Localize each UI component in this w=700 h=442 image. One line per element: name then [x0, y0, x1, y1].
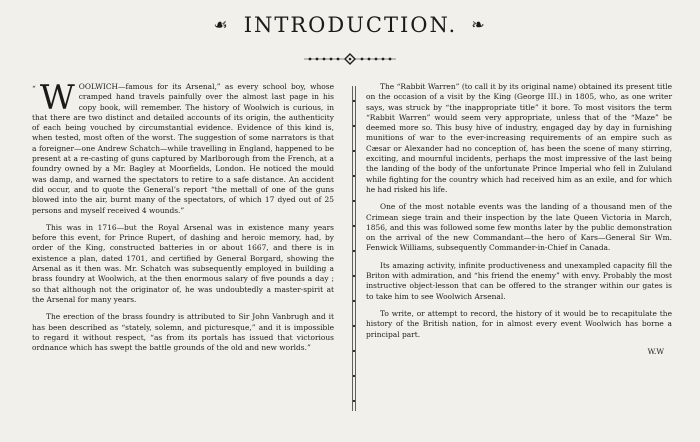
right-column — [366, 82, 672, 357]
intro-paragraph-text: OOLWICH—famous for its Arsenal,” as every school boy, whose cramped hand travels painfully over the almost last page in his copy book, will remember. The history of Woolwich is curious, in that there are two distinct and detailed accounts of its origin, the authenticity of each being vouched by circumstantial evidence. Evidence of this kind is, when tested, most often of the worst. The suggestion of some narrators is that a foreigner—one Andrew Schatch—while travelling in England, happened to be present at a re-casting of guns captured by Marlborough from the French, at a foundry owned by a Mr. Bagley at Moorfields, London. He noticed the mould was damp, and warned the spectators to retire to a safe distance. An accident did occur, and to quote the General’s report “the mettall of one of the guns blowed into the air, burnt many of the spectators, of which 17 dyed out of 25 persons and myself received 4 wounds.” — [32, 82, 334, 215]
paragraph: The erection of the brass foundry is attributed to Sir John Vanbrugh and it has been described as “stately, solemn, and picturesque,” and it is impossible to regard it without respect, “as from its portals has issued that victorious ordnance which has swept the battle grounds of the old and new worlds.” — [32, 312, 334, 353]
page-title — [0, 12, 700, 38]
signature: W.W — [647, 346, 664, 356]
opening-quote: “ — [32, 84, 36, 93]
ornament-divider-icon — [300, 52, 400, 66]
paragraph: Its amazing activity, infinite productiveness and unexampled capacity fill the Briton with admiration, and “his friend the enemy” with envy. Probably the most instructive object-lesson that can be offered to the stranger within our gates is to take him to see Woolwich Arsenal. — [366, 260, 672, 301]
intro-paragraph — [32, 78, 334, 216]
left-fleuron-icon: ☙ — [213, 15, 230, 34]
drop-cap: W — [39, 78, 75, 118]
paragraph: To write, or attempt to record, the history of it would be to recapitulate the history of the British nation, for in almost every event Woolwich has borne a principal part. — [366, 308, 672, 339]
left-column — [32, 78, 334, 360]
paragraph: One of the most notable events was the landing of a thousand men of the Crimean siege train and their inspection by the late Queen Victoria in March, 1856, and this was followed some few months later by the public demonstration on the arrival of the new Commandant—the hero of Kars—General Sir Wm. Fenwick Williams, subsequently Commander-in-Chief in Canada. — [366, 202, 672, 253]
title-text: INTRODUCTION. — [243, 13, 458, 37]
right-fleuron-icon: ❧ — [471, 15, 487, 34]
paragraph: The “Rabbit Warren” (to call it by its original name) obtained its present title on the occasion of a visit by the King (George III.) in 1805, who, as one writer says, was struck by “the inappropriate title” it bore. To most visitors the term “Rabbit Warren” would seem very appropriate, unless that of the “Maze” be deemed more so. This busy hive of industry, engaged day by day in furnishing munitions of war to the ever-increasing requirements of an empire such as Cæsar or Alexander had no conception of, has been the scene of many stirring, exciting, and mournful incidents, perhaps the most impressive of the last being the landing of the body of the unfortunate Prince Imperial who fell in Zululand while fighting for the country which had received him as an exile, and for which he had risked his life. — [366, 82, 672, 194]
paragraph: This was in 1716—but the Royal Arsenal was in existence many years before this event, for Prince Rupert, of dashing and heroic memory, had, by order of the King, constructed batteries in or about 1667, and there is in existence a plan, dated 1701, and certified by General Borgard, showing the Arsenal as it then was. Mr. Schatch was subsequently employed in building a brass foundry at Woolwich, at the then enormous salary of five pounds a day ; so that although not the originator of, he was undoubtedly a master-spirit at the Arsenal for many years. — [32, 222, 334, 304]
column-divider — [348, 86, 360, 411]
